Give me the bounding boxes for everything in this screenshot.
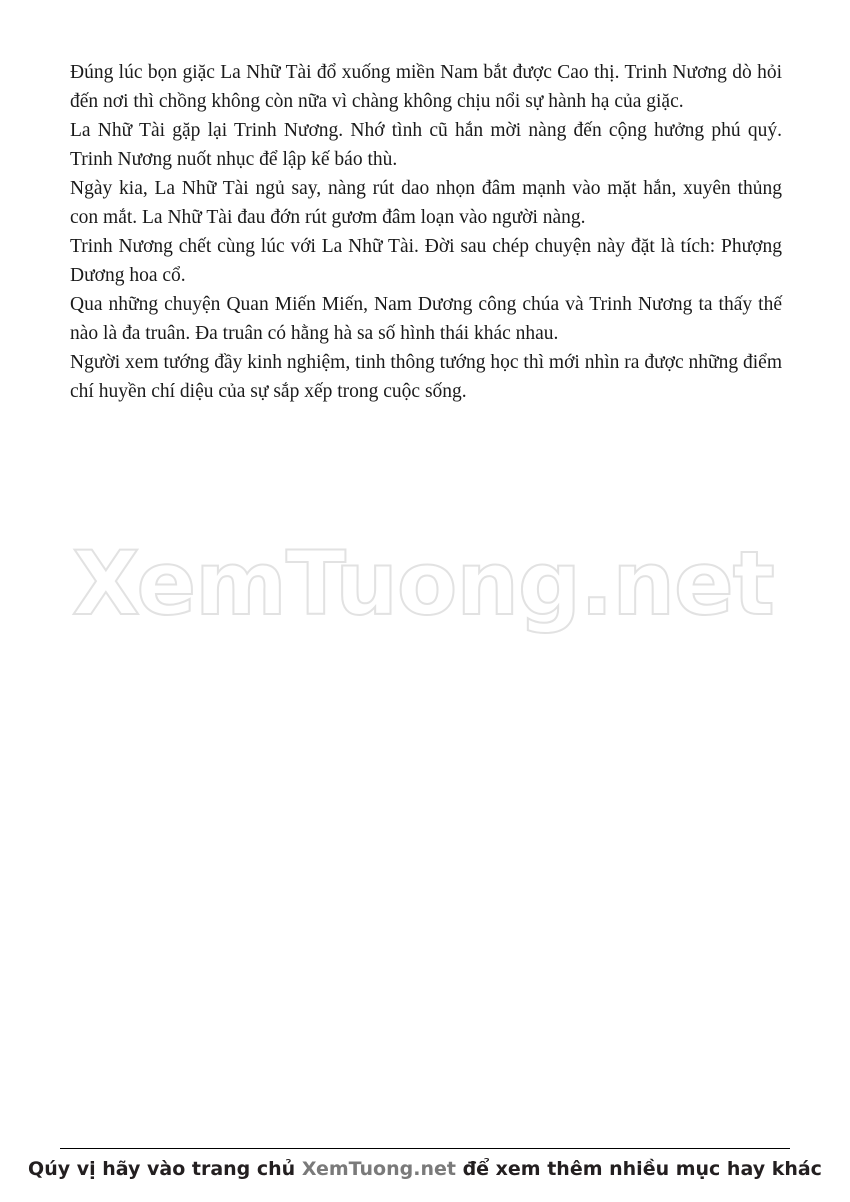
footer-note [0,1158,850,1180]
paragraph: Người xem tướng đầy kinh nghiệm, tinh thông tướng học thì mới nhìn ra được những điểm chí huyền chí diệu của sự sắp xếp trong cuộc sống. [70,352,782,402]
paragraph: Ngày kia, La Nhữ Tài ngủ say, nàng rút dao nhọn đâm mạnh vào mặt hắn, xuyên thủng con mắt. La Nhữ Tài đau đớn rút gươm đâm loạn vào người nàng. [70,178,782,228]
document-body [70,58,782,406]
footer-divider [60,1148,790,1149]
paragraph: Đúng lúc bọn giặc La Nhữ Tài đổ xuống miền Nam bắt được Cao thị. Trinh Nương dò hỏi đến nơi thì chồng không còn nữa vì chàng không chịu nổi sự hành hạ của giặc. [70,62,782,112]
paragraph: La Nhữ Tài gặp lại Trinh Nương. Nhớ tình cũ hắn mời nàng đến cộng hưởng phú quý. Trinh Nương nuốt nhục để lập kế báo thù. [70,120,782,170]
footer-brand: XemTuong.net [301,1158,456,1180]
footer-prefix: Qúy vị hãy vào trang chủ [28,1158,302,1180]
footer-suffix: để xem thêm nhiều mục hay khác [455,1158,822,1180]
paragraph: Trinh Nương chết cùng lúc với La Nhữ Tài. Đời sau chép chuyện này đặt là tích: Phượng Dương hoa cổ. [70,236,782,286]
watermark: XemTuong.net [72,532,774,635]
paragraph: Qua những chuyện Quan Miến Miến, Nam Dương công chúa và Trinh Nương ta thấy thế nào là đa truân. Đa truân có hằng hà sa số hình thái khác nhau. [70,294,782,344]
